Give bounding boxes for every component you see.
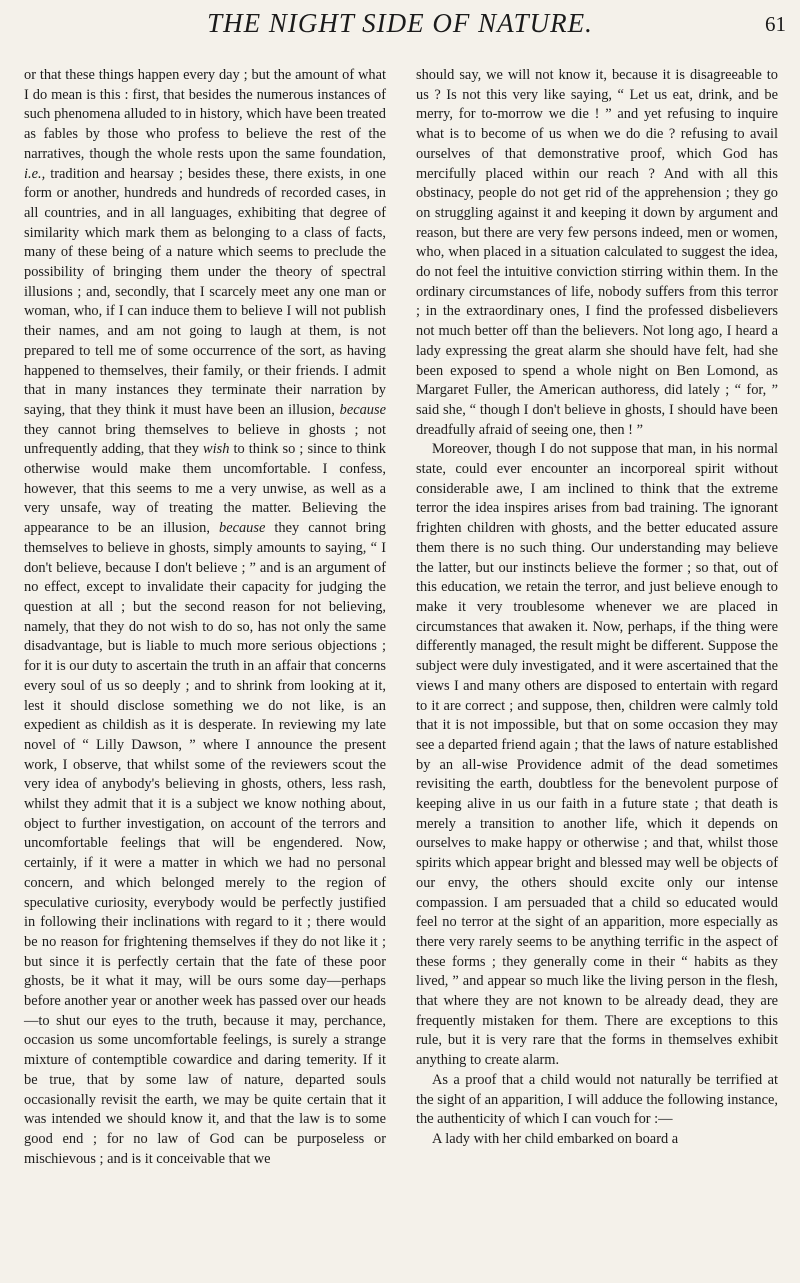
italic-text: because: [219, 520, 266, 537]
left-column: [24, 66, 386, 1169]
italic-text: wish: [203, 441, 230, 458]
paragraph: Moreover, though I do not suppose that man, in his normal state, could ever encounter an incorporeal spirit without considerable awe, I am inclined to think that the extreme terror the idea inspires arises from bad training. The ignorant frighten children with ghosts, and the better educated assure them there is no such thing. Our understanding may believe the latter, but our instincts believe the former ; so that, out of this education, we retain the terror, and just believe enough to make it very troublesome whenever we are placed in circumstances that awaken it. Now, perhaps, if the thing were differently managed, the result might be different. Suppose the subject were duly investigated, and it were ascertained that the views I and many others are disposed to entertain with regard to it are correct ; and suppose, then, children were calmly told that it is not impossible, but that on some occasion they may see a departed friend again ; that the laws of nature established by an all-wise Providence admit of the dead sometimes revisiting the earth, doubtless for the benevolent purpose of keeping alive in us our faith in a future state ; that death is merely a transition to another life, which it depends on ourselves to make happy or otherwise ; and that, whilst those spirits which appear bright and blessed may well be objects of our envy, the others should excite only our intense compassion. I am persuaded that a child so educated would feel no terror at the sight of an apparition, more especially as there very rarely seems to be anything terrific in the aspect of these forms ; they generally come in their “ habits as they lived, ” and appear so much like the living person in the flesh, that where they are not known to be already dead, they are frequently mistaken for them. There are exceptions to this rule, but it is very rare that the forms in themselves exhibit anything to create alarm.: [416, 441, 778, 1069]
text-run: or that these things happen every day ; but the amount of what I do mean is this : first, that besides the numerous instances of such phenomena alluded to in history, which have been treated as fables by those who profess to believe the rest of the narratives, though the whole rests upon the same foundation,: [24, 67, 386, 162]
paragraph: should say, we will not know it, because it is disagreeable to us ? Is not this very like saying, “ Let us eat, drink, and be merry, for to-morrow we die ! ” and yet refusing to inquire what is to become of us when we do die ? refusing to avail ourselves of that demonstrative proof, which God has mercifully placed within our reach ? And with all this obstinacy, people do not get rid of the apprehension ; they go on struggling against it and keeping it down by argument and reason, but there are very few persons indeed, men or women, who, when placed in a situation calculated to suggest the idea, do not feel the intuitive conviction stirring within them. In the ordinary circumstances of life, nobody suffers from this terror ; in the extraordinary ones, I find the professed disbelievers not much better off than the believers. Not long ago, I heard a lady expressing the great alarm she should have felt, had she been exposed to spend a whole night on Ben Lomond, as Margaret Fuller, the American authoress, did lately ; “ for, ” said she, “ though I don't believe in ghosts, I should have been dreadfully afraid of seeing one, then ! ”: [416, 67, 778, 438]
paragraph: [24, 66, 386, 1169]
text-run: they cannot bring themselves to believe in ghosts ; not unfrequently adding, that they: [24, 421, 386, 458]
paragraph: A lady with her child embarked on board a: [432, 1130, 679, 1147]
italic-text: because: [339, 401, 386, 418]
italic-text: i.e.,: [24, 165, 46, 182]
page-number: 61: [765, 12, 786, 36]
running-title: THE NIGHT SIDE OF NATURE.: [207, 8, 593, 38]
paragraph: As a proof that a child would not naturally be terrified at the sight of an apparition, I will adduce the following instance, the authenticity of which I can vouch for :—: [416, 1071, 778, 1128]
running-head: [0, 6, 800, 42]
text-run: to think so ; since to think otherwise would make them uncomfortable. I confess, however, that this seems to me a very unwise, as well as a very unsafe, way of treating the matter. Believing the appearance to be an illusion,: [24, 441, 386, 537]
right-column: [416, 66, 778, 1150]
text-run: tradition and hearsay ; besides these, there exists, in one form or another, hundreds and hundreds of recorded cases, in all countries, and in all languages, exhibiting that degree of similarity which mark them as belonging to a class of facts, many of these being of a nature which seems to preclude the possibility of bringing them under the theory of spectral illusions ; and, secondly, that I scarcely meet any one man or woman, who, if I can induce them to believe I will not publish their names, and am not going to laugh at them, is not prepared to tell me of some occurrence of the sort, as having happened to themselves, their family, or their friends. I admit that in many instances they terminate their narration by saying, that they think it must have been an illusion,: [24, 165, 386, 418]
text-run: they cannot bring themselves to believe in ghosts, simply amounts to saying, “ I don't believe, because I don't believe ; ” and is an argument of no effect, except to invalidate their capacity for judging the question at all ; but the second reason for not believing, namely, that they do not wish to do so, has not only the same disadvantage, but is liable to much more serious objections ; for it is our duty to ascertain the truth in an affair that concerns every soul of us so deeply ; and to shrink from looking at it, lest it should disclose something we do not like, is an expedient as childish as it is desperate. In reviewing my late novel of “ Lilly Dawson, ” where I announce the present work, I observe, that whilst some of the reviewers scout the very idea of anybody's believing in ghosts, others, less rash, whilst they admit that it is a subject we know nothing about, object to further investigation, on account of the terrors and uncomfortable feelings that will be engendered. Now, certainly, if it were a matter in which we had no personal concern, and which belonged merely to the region of speculative curiosity, everybody would be perfectly justified in following their inclinations with regard to it ; there would be no reason for frightening themselves if they do not like it ; but since it is perfectly certain that the fate of these poor ghosts, be it what it may, will be ours some day—perhaps before another year or another week has passed over our heads—to shut our eyes to the truth, because it may, perchance, occasion us some uncomfortable feelings, is surely a strange mixture of contemptible cowardice and daring temerity. If it be true, that by some law of nature, departed souls occasionally revisit the earth, we may be quite certain that it was intended we should know it, and that the law is to some good end ; for no law of God can be purposeless or mischievous ; and is it conceivable that we: [24, 520, 386, 1167]
